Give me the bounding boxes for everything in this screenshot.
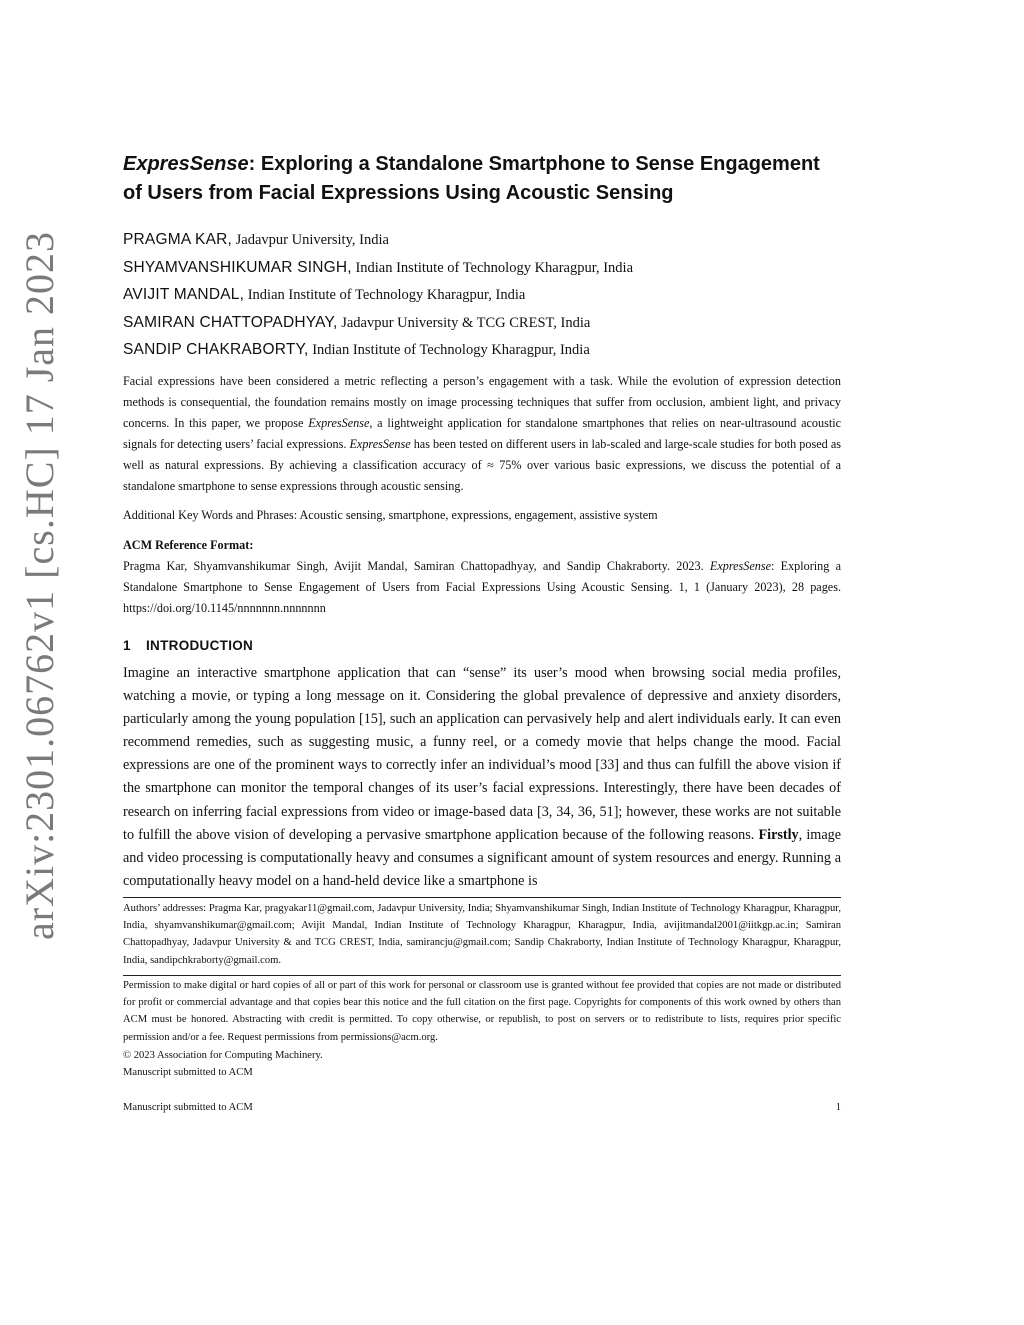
section-number: 1 (123, 638, 131, 653)
manuscript-note: Manuscript submitted to ACM (123, 1067, 253, 1079)
author-entry (123, 336, 841, 364)
footnote-divider (123, 897, 841, 898)
abstract-text: , a lightweight application for standalone smartphones that relies on near-ultrasound acoustic signals for detecting users’ facial expressions. (123, 416, 841, 451)
keywords: Additional Key Words and Phrases: Acoustic sensing, smartphone, expressions, engagement, assistive system (123, 508, 658, 522)
page-number: 1 (835, 1102, 841, 1113)
body-text: Imagine an interactive smartphone application that can “sense” its user’s mood when browsing social media profiles, watching a movie, or typing a long message on it. Considering the global prevalence of depressive and anxiety disorders, particularly among the young population [15], such an application can pervasively help and alert individuals early. It can even recommend remedies, such as suggesting music, a funny reel, or a comedy movie that helps change the mood. Facial expressions are one of the prominent ways to correctly infer an individual’s mood [33] and thus can fulfill the above vision if the smartphone can monitor the temporal changes of its user’s facial expressions. Interestingly, there have been decades of research on inferring facial expressions from video or image-based data [3, 34, 36, 51]; however, these works are not suitable to fulfill the above vision of developing a pervasive smartphone application because of the following reasons. (123, 665, 841, 843)
abstract-system-name: ExpresSense (349, 437, 411, 451)
title-system-name: ExpresSense (123, 153, 249, 175)
permission-notice (123, 977, 841, 1081)
permission-divider (123, 975, 841, 976)
author-name: SANDIP CHAKRABORTY, (123, 341, 309, 358)
abstract (123, 371, 841, 497)
reference-text: : Exploring a Standalone Smartphone to Sense Engagement of Users from Facial Expressions Using Acoustic Sensing. 1, 1 (January 2023), 28 pages. https://doi.org/10.1145/nnnnnnn.nnnnnnn (123, 559, 841, 615)
author-list (123, 226, 841, 364)
acm-reference-text (123, 556, 841, 619)
abstract-text: has been tested on different users in lab-scaled and large-scale studies for both posed as well as natural expressions. By achieving a classification accuracy of ≈ 75% over various basic expressions, we discuss the potential of a standalone smartphone to sense expressions through acoustic sensing. (123, 437, 841, 493)
footer-left-text: Manuscript submitted to ACM (123, 1102, 253, 1113)
author-affiliation: Indian Institute of Technology Kharagpur, India (308, 342, 590, 358)
reference-system-name: ExpresSense (709, 559, 772, 573)
abstract-system-name: ExpresSense (308, 416, 370, 430)
acm-reference-heading: ACM Reference Format: (123, 538, 254, 552)
author-name: AVIJIT MANDAL, (123, 286, 245, 303)
reference-text: Pragma Kar, Shyamvanshikumar Singh, Avijit Mandal, Samiran Chattopadhyay, and Sandip Chakraborty. 2023. (123, 559, 710, 573)
abstract-text: Facial expressions have been considered a metric reflecting a person’s engagement with a task. While the evolution of expression detection methods is consequential, the foundation remains mostly on image processing techniques that suffer from occlusion, ambient light, and privacy concerns. In this paper, we propose (123, 374, 841, 430)
author-affiliation: Jadavpur University & TCG CREST, India (337, 314, 591, 331)
copyright-line: © 2023 Association for Computing Machinery. (123, 1049, 323, 1061)
author-affiliation: Indian Institute of Technology Kharagpur, India (351, 259, 634, 276)
author-name: SHYAMVANSHIKUMAR SINGH, (123, 258, 352, 276)
page-footer (123, 1100, 841, 1116)
body-bold-text: Firstly (758, 826, 799, 843)
section-heading (123, 636, 841, 656)
introduction-paragraph (123, 662, 841, 893)
arxiv-stamp: arXiv:2301.06762v1 [cs.HC] 17 Jan 2023 (17, 230, 62, 940)
author-entry (123, 226, 841, 254)
author-affiliation: Jadavpur University, India (232, 232, 389, 248)
acm-reference-format (123, 535, 841, 619)
author-entry (123, 281, 841, 309)
title-rest: : Exploring a Standalone Smartphone to Sense Engagement of Users from Facial Expressions Using Acoustic Sensing (123, 153, 820, 204)
permission-text: Permission to make digital or hard copies of all or part of this work for personal or classroom use is granted without fee provided that copies are not made or distributed for profit or commercial advantage and that copies bear this notice and the full citation on the first page. Copyrights for components of this work owned by others than ACM must be honored. Abstracting with credit is permitted. To copy otherwise, or republish, to post on servers or to redistribute to lists, requires prior specific permission and/or a fee. Request permissions from permissions@acm.org. (123, 980, 841, 1043)
body-text: , image and video processing is computationally heavy and consumes a significant amount of system resources and energy. Running a computationally heavy model on a hand-held device like a smartphone is (123, 826, 842, 889)
paper-title (123, 150, 841, 208)
section-title: INTRODUCTION (146, 638, 254, 653)
author-name: PRAGMA KAR, (123, 231, 233, 248)
author-name: SAMIRAN CHATTOPADHYAY, (123, 313, 338, 331)
authors-addresses-footnote: Authors’ addresses: Pragma Kar, pragyakar11@gmail.com, Jadavpur University, India; Shyamvanshikumar Singh, Indian Institute of Technology Kharagpur, Kharagpur, India, shyamvanshikumar@gmail.com; Avijit Mandal, Indian Institute of Technology Kharagpur, Kharagpur, India, avijitmandal2001@iitkgp.ac.in; Samiran Chattopadhyay, Jadavpur University & and TCG CREST, India, samirancju@gmail.com; Sandip Chakraborty, Indian Institute of Technology Kharagpur, Kharagpur, India, sandipchkraborty@gmail.com. (123, 903, 841, 966)
author-entry (123, 309, 841, 337)
author-affiliation: Indian Institute of Technology Kharagpur, India (244, 287, 526, 303)
author-entry (123, 254, 841, 282)
